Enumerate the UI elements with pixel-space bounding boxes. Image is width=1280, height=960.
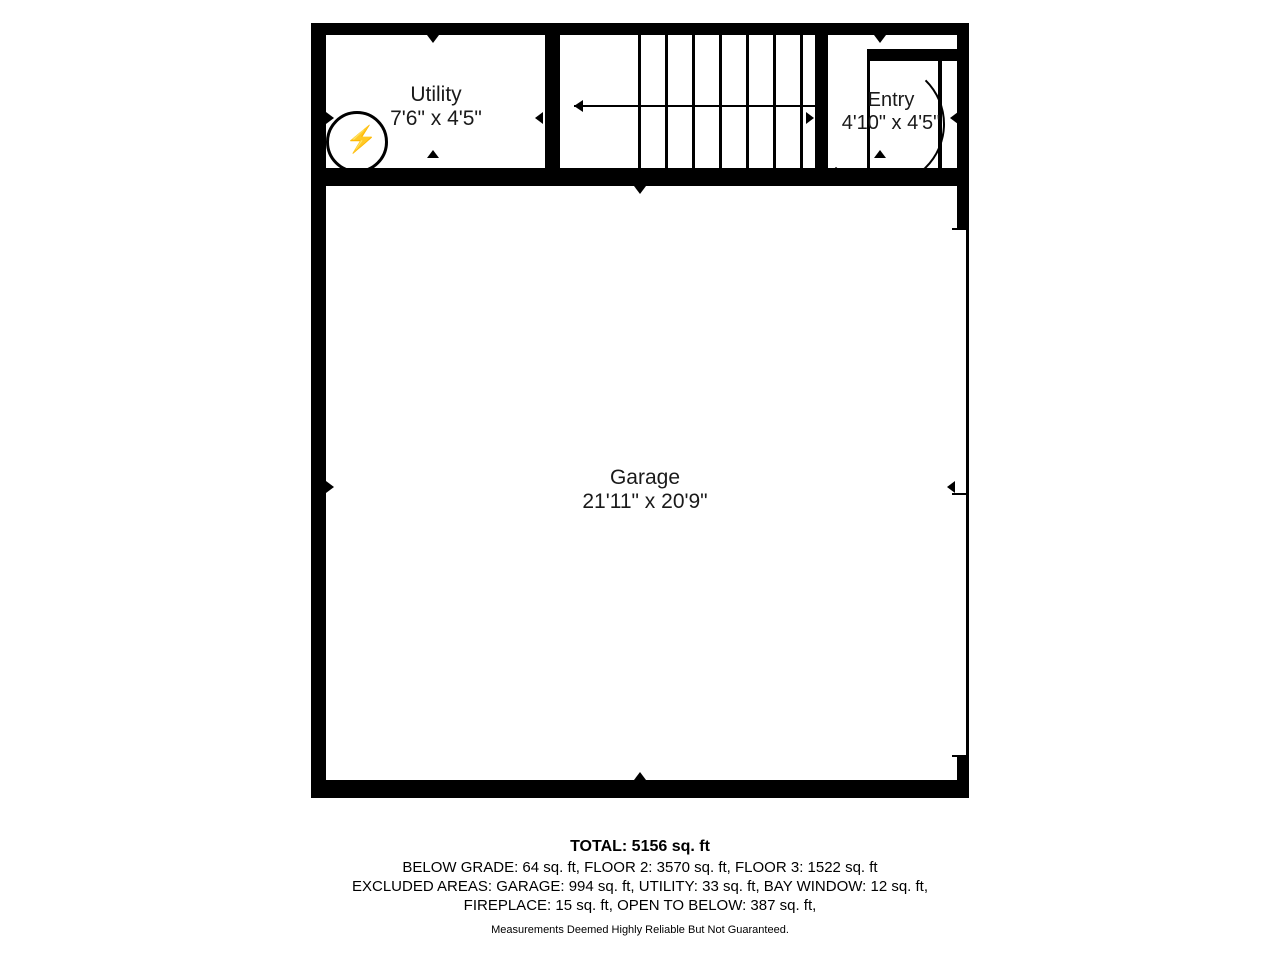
summary-line-3: FIREPLACE: 15 sq. ft, OPEN TO BELOW: 387 sq. ft,: [463, 897, 817, 915]
room-dims-entry: 4'10" x 4'5": [841, 112, 941, 135]
dimension-marker-garage-right: [947, 481, 955, 493]
summary-line-1: BELOW GRADE: 64 sq. ft, FLOOR 2: 3570 sq. ft, FLOOR 3: 1522 sq. ft: [402, 859, 878, 876]
bolt-icon: ⚡: [345, 124, 378, 154]
room-dims-garage: 21'11" x 20'9": [582, 490, 708, 514]
dimension-marker-utility-bottom: [427, 150, 439, 158]
wall-left-upper: [311, 23, 326, 183]
stair-tread: [638, 35, 641, 180]
wall-top-exterior: [311, 23, 969, 35]
dimension-marker-utility-left: [326, 112, 334, 124]
room-name-utility: Utility: [410, 83, 462, 106]
dimension-marker-entry-left: [806, 112, 814, 124]
room-name-garage: Garage: [609, 466, 681, 489]
floor-plan-drawing: [311, 23, 969, 798]
wall-garage-top: [311, 168, 969, 186]
electrical-panel-icon: [326, 111, 388, 173]
stair-tread: [800, 35, 803, 180]
dimension-marker-garage-left: [326, 481, 334, 493]
wall-garage-left: [311, 168, 326, 798]
summary-disclaimer: Measurements Deemed Highly Reliable But Not Guaranteed.: [491, 924, 789, 937]
summary-total: TOTAL: 5156 sq. ft: [570, 838, 710, 855]
room-label-entry: [811, 89, 971, 135]
stair-direction-arrow: [574, 100, 583, 112]
dimension-marker-utility-top: [427, 35, 439, 43]
room-label-garage: [545, 466, 745, 515]
stairs: [557, 35, 827, 180]
dimension-marker-entry-top: [874, 35, 886, 43]
stair-tread: [692, 35, 695, 180]
dimension-marker-garage-top: [634, 186, 646, 194]
room-name-entry: Entry: [867, 89, 915, 111]
summary-line-2: EXCLUDED AREAS: GARAGE: 994 sq. ft, UTILITY: 33 sq. ft, BAY WINDOW: 12 sq. ft,: [351, 878, 929, 896]
wall-entry-top-stub: [867, 49, 957, 61]
dimension-marker-entry-bottom: [874, 150, 886, 158]
stair-tread: [719, 35, 722, 180]
wall-stairs-left: [545, 35, 557, 180]
stair-tread: [746, 35, 749, 180]
stair-direction-line: [574, 105, 822, 107]
dimension-marker-entry-right: [950, 112, 958, 124]
area-summary: [0, 838, 1280, 936]
stair-tread: [665, 35, 668, 180]
room-dims-utility: 7'6" x 4'5": [390, 107, 482, 131]
dimension-marker-garage-bottom: [634, 772, 646, 780]
wall-garage-bottom: [311, 780, 969, 798]
stair-tread: [773, 35, 776, 180]
dimension-marker-utility-right: [535, 112, 543, 124]
